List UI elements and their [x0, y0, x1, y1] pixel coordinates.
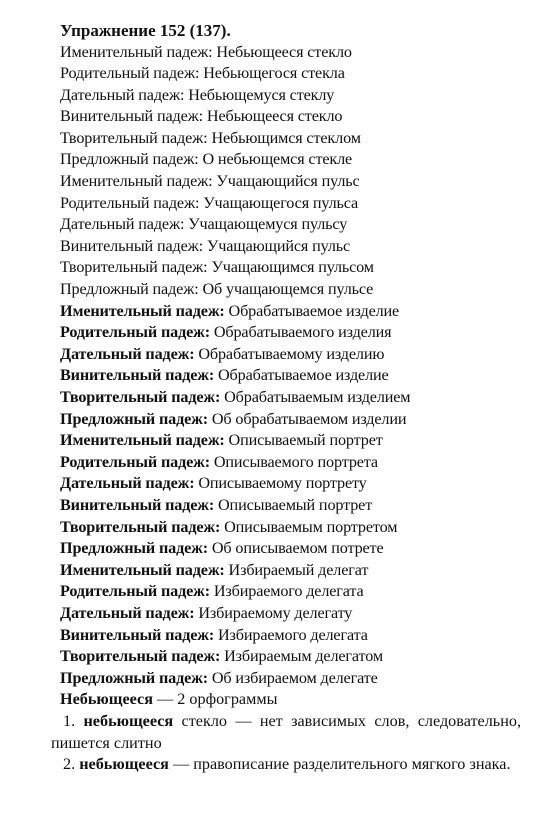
case-form: Описываемому портрету	[194, 474, 367, 493]
case-form: Небьющемуся стеклу	[184, 85, 335, 104]
case-label: Родительный падеж:	[60, 64, 200, 83]
case-label: Винительный падеж:	[60, 107, 204, 126]
case-form: Обрабатываемым изделием	[220, 388, 411, 406]
case-label: Именительный падеж:	[60, 172, 213, 191]
declension-line	[60, 452, 530, 474]
declension-line	[60, 63, 530, 85]
declension-line	[60, 409, 530, 431]
declension-list	[60, 42, 530, 690]
declension-line	[60, 214, 530, 236]
case-label: Родительный падеж:	[60, 452, 210, 471]
case-form: Описываемого портрета	[209, 452, 378, 471]
declension-line	[60, 279, 530, 301]
case-form: Обрабатываемое изделие	[224, 301, 400, 320]
case-label: Винительный падеж:	[60, 236, 204, 255]
declension-line	[60, 42, 530, 64]
declension-line	[60, 538, 530, 560]
declension-line	[60, 625, 530, 647]
summary-text: — 2 орфограммы	[152, 690, 278, 709]
case-label: Именительный падеж:	[60, 301, 225, 320]
case-form: Учащающегося пульса	[199, 193, 359, 212]
case-form: Избираемому делегату	[194, 603, 353, 622]
case-label: Дательный падеж:	[60, 85, 185, 104]
declension-line	[60, 322, 530, 344]
declension-line	[60, 387, 530, 409]
summary-word: Небьющееся	[60, 690, 153, 709]
declension-line	[60, 128, 530, 150]
declension-line	[60, 646, 530, 668]
note-1-word: небьющееся	[83, 711, 174, 730]
declension-line	[60, 171, 530, 193]
declension-line	[60, 603, 530, 625]
declension-line	[60, 106, 530, 128]
declension-line	[60, 365, 530, 387]
case-form: Избираемого делегата	[214, 625, 368, 644]
case-form: Избираемым делегатом	[220, 647, 383, 666]
case-label: Родительный падеж:	[60, 193, 200, 212]
case-form: Небьющимся стеклом	[207, 128, 361, 147]
declension-line	[60, 560, 530, 582]
case-label: Именительный падеж:	[60, 431, 225, 450]
case-label: Винительный падеж:	[60, 366, 215, 385]
note-2-word: небьющееся	[79, 755, 169, 774]
case-label: Предложный падеж:	[60, 409, 208, 428]
note-2	[51, 754, 521, 776]
case-form: Избираемый делегат	[224, 560, 369, 579]
case-form: Учащающийся пульс	[203, 236, 351, 255]
case-form: Небьющееся стекло	[203, 107, 343, 126]
declension-line	[60, 236, 530, 258]
declension-line	[60, 517, 530, 539]
declension-line	[60, 581, 530, 603]
case-label: Предложный падеж:	[60, 150, 199, 169]
case-form: О небьющемся стекле	[198, 150, 353, 169]
case-label: Творительный падеж:	[60, 388, 221, 406]
declension-line	[60, 85, 530, 107]
case-label: Дательный падеж:	[60, 215, 185, 234]
note-2-number: 2.	[63, 755, 80, 774]
declension-line	[60, 668, 530, 690]
case-label: Предложный падеж:	[60, 668, 208, 687]
case-label: Винительный падеж:	[60, 495, 215, 514]
case-form: Небьющегося стекла	[199, 64, 345, 83]
declension-line	[60, 193, 530, 215]
note-1	[51, 711, 521, 754]
case-form: Обрабатываемому изделию	[194, 344, 385, 363]
case-label: Творительный падеж:	[60, 128, 208, 147]
declension-line	[60, 301, 530, 323]
case-form: Описываемый портрет	[214, 495, 373, 514]
exercise-title: Упражнение 152 (137).	[60, 21, 231, 40]
exercise-page	[51, 20, 530, 776]
declension-line	[60, 495, 530, 517]
case-form: Об описываемом потрете	[207, 539, 384, 558]
orthogram-summary	[60, 689, 530, 711]
case-form: Об обрабатываемом изделии	[207, 409, 407, 428]
case-label: Именительный падеж:	[60, 560, 225, 579]
declension-line	[60, 430, 530, 452]
case-label: Дательный падеж:	[60, 474, 195, 493]
case-label: Родительный падеж:	[60, 582, 210, 601]
case-form: Избираемого делегата	[209, 582, 364, 601]
case-form: Обрабатываемого изделия	[209, 323, 392, 342]
declension-line	[60, 257, 530, 279]
case-label: Дательный падеж:	[60, 344, 195, 363]
case-form: Описываемым портретом	[220, 517, 398, 536]
case-label: Винительный падеж:	[60, 625, 215, 644]
case-form: Небьющееся стекло	[212, 42, 352, 61]
case-label: Родительный падеж:	[60, 323, 210, 342]
case-form: Учащающемуся пульсу	[184, 215, 348, 234]
note-2-text: — правописание разделительного мягкого знака.	[168, 755, 511, 774]
declension-line	[60, 149, 530, 171]
case-form: Учащающийся пульс	[212, 172, 360, 191]
declension-line	[60, 473, 530, 495]
case-label: Творительный падеж:	[60, 258, 208, 277]
case-form: Учащающимся пульсом	[207, 258, 374, 277]
case-form: Об избираемом делегате	[207, 668, 378, 687]
case-form: Описываемый портрет	[224, 431, 383, 450]
case-form: Обрабатываемое изделие	[214, 366, 389, 385]
note-1-number: 1.	[63, 711, 84, 730]
declension-line	[60, 344, 530, 366]
case-label: Дательный падеж:	[60, 603, 195, 622]
case-label: Именительный падеж:	[60, 42, 213, 61]
case-label: Творительный падеж:	[60, 647, 221, 666]
case-label: Предложный падеж:	[60, 280, 199, 299]
note-1-text: стекло — нет зависимых слов, следовательно, пишется слитно	[51, 711, 521, 752]
case-label: Творительный падеж:	[60, 517, 221, 536]
case-form: Об учащающемся пульсе	[198, 280, 374, 299]
case-label: Предложный падеж:	[60, 539, 208, 558]
